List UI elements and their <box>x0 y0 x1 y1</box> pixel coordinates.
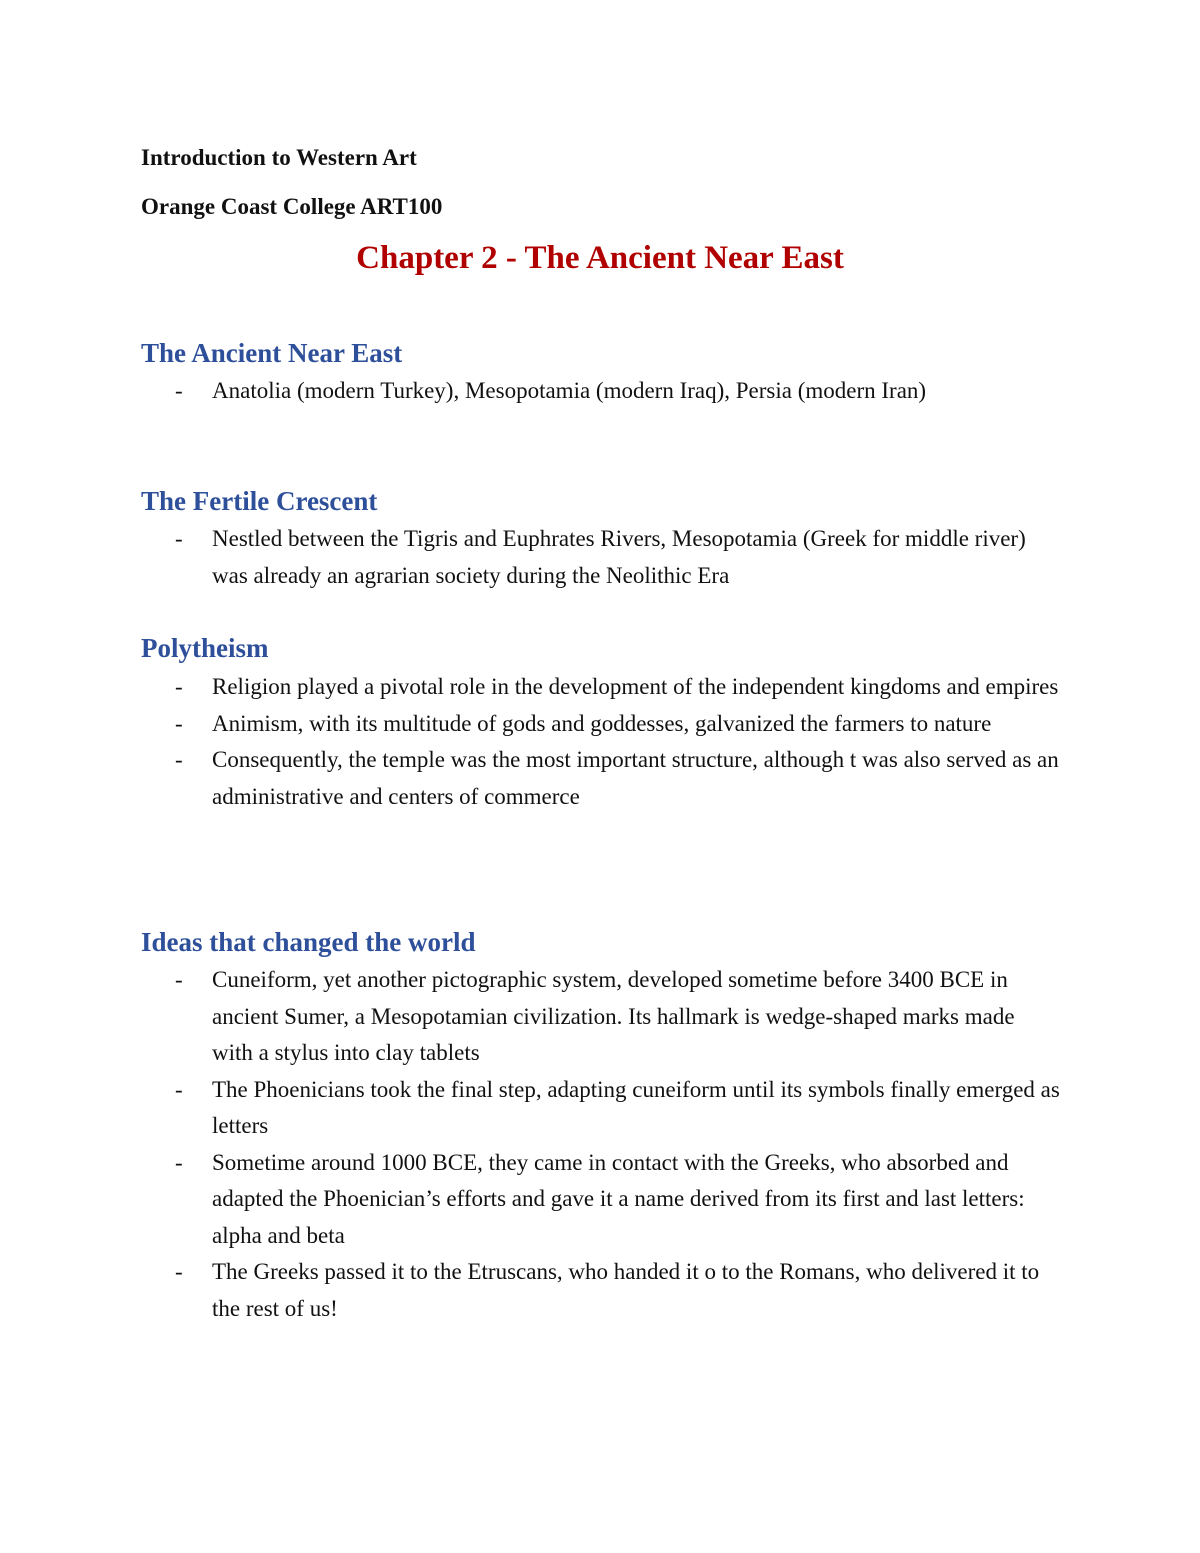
list-item <box>141 373 1061 410</box>
dash-bullet: - <box>175 710 183 736</box>
list-item-text: Cuneiform, yet another pictographic system, developed sometime before 3400 BCE in ancient Sumer, a Mesopotamian civilization. Its hallmark is wedge-shaped marks made with a stylus into clay tablets <box>212 967 1015 1065</box>
list-item <box>141 962 1061 1072</box>
list-item <box>141 1145 1061 1255</box>
bullet-list-ideas-changed-world <box>141 962 1061 1327</box>
section-heading-ancient-near-east: The Ancient Near East <box>141 338 403 368</box>
college-name: Orange Coast College ART100 <box>141 194 443 219</box>
list-item <box>141 706 1061 743</box>
list-item-text: Sometime around 1000 BCE, they came in contact with the Greeks, who absorbed and adapted the Phoenician’s efforts and gave it a name derived from its first and last letters: alpha and beta <box>212 1149 1025 1248</box>
list-item-text: Religion played a pivotal role in the development of the independent kingdoms and empires <box>212 674 1059 699</box>
list-item-text: Consequently, the temple was the most important structure, although t was also served as an administrative and centers of commerce <box>212 747 1059 809</box>
list-item-text: The Greeks passed it to the Etruscans, who handed it o to the Romans, who delivered it to the rest of us! <box>212 1259 1040 1321</box>
dash-bullet: - <box>175 1259 183 1284</box>
list-item <box>141 521 1061 594</box>
section-heading-fertile-crescent: The Fertile Crescent <box>141 486 378 516</box>
list-item <box>141 1072 1061 1145</box>
dash-bullet: - <box>175 526 183 551</box>
bullet-list-polytheism <box>141 669 1061 815</box>
course-title: Introduction to Western Art <box>141 145 417 170</box>
list-item <box>141 742 1061 815</box>
list-item-text: The Phoenicians took the final step, adapting cuneiform until its symbols finally emerged as letters <box>212 1076 1060 1138</box>
dash-bullet: - <box>175 674 183 699</box>
dash-bullet: - <box>175 747 183 772</box>
list-item-text: Animism, with its multitude of gods and goddesses, galvanized the farmers to nature <box>212 710 992 736</box>
bullet-list-ancient-near-east <box>141 373 1061 410</box>
chapter-title: Chapter 2 - The Ancient Near East <box>356 240 844 276</box>
dash-bullet: - <box>175 1076 183 1102</box>
list-item <box>141 669 1061 706</box>
dash-bullet: - <box>175 378 183 403</box>
dash-bullet: - <box>175 967 183 992</box>
list-item <box>141 1254 1061 1327</box>
dash-bullet: - <box>175 1149 183 1175</box>
list-item-text: Anatolia (modern Turkey), Mesopotamia (modern Iraq), Persia (modern Iran) <box>212 378 927 403</box>
section-heading-ideas-changed-world: Ideas that changed the world <box>141 927 476 957</box>
bullet-list-fertile-crescent <box>141 521 1061 594</box>
section-heading-polytheism: Polytheism <box>141 633 269 663</box>
list-item-text: Nestled between the Tigris and Euphrates Rivers, Mesopotamia (Greek for middle river) was already an agrarian society during the Neolithic Era <box>212 526 1026 588</box>
